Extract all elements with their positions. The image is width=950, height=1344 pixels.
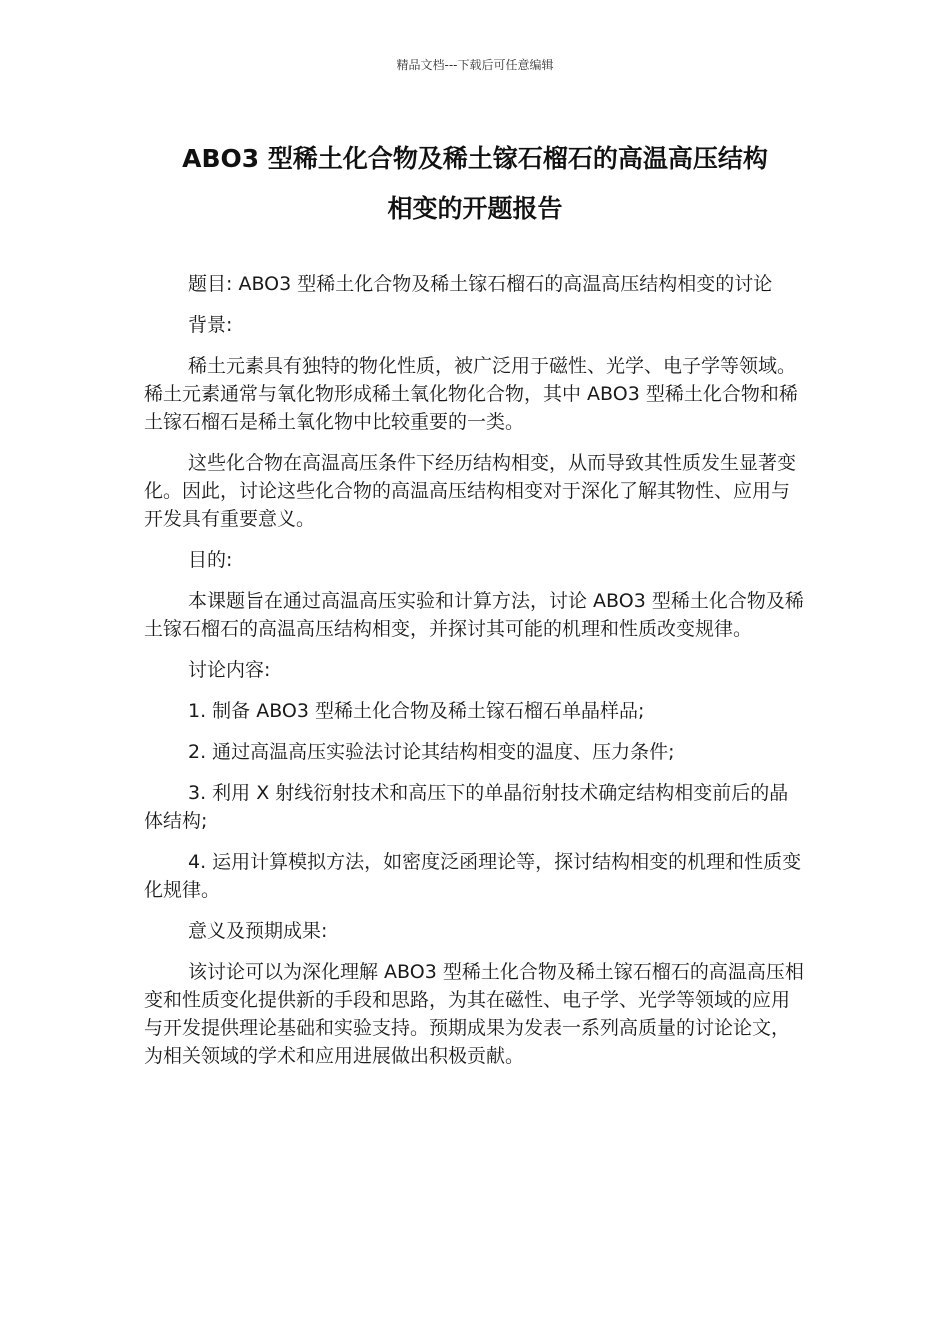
significance-paragraph: 该讨论可以为深化理解 ABO3 型稀土化合物及稀土镓石榴石的高温高压相变和性质变化提供新的手段和思路，为其在磁性、电子学、光学等领域的应用与开发提供理论基础和实验支持。预期成果为发表一系列高质量的讨论论文，为相关领域的学术和应用进展做出积极贡献。	[144, 961, 804, 1067]
document-title-line-1: ABO3 型稀土化合物及稀土镓石榴石的高温高压结构	[182, 144, 768, 173]
significance-heading: 意义及预期成果:	[188, 920, 328, 942]
content-item-2: 2. 通过高温高压实验法讨论其结构相变的温度、压力条件;	[188, 741, 675, 763]
page-header-watermark: 精品文档---下载后可任意编辑	[396, 58, 554, 72]
document-body	[144, 270, 804, 1083]
document-title-line-2: 相变的开题报告	[387, 194, 563, 223]
topic-paragraph: 题目: ABO3 型稀土化合物及稀土镓石榴石的高温高压结构相变的讨论	[188, 273, 773, 295]
background-heading: 背景:	[188, 314, 233, 336]
objective-paragraph: 本课题旨在通过高温高压实验和计算方法，讨论 ABO3 型稀土化合物及稀土镓石榴石的高温高压结构相变，并探讨其可能的机理和性质改变规律。	[144, 590, 804, 640]
background-paragraph-2: 这些化合物在高温高压条件下经历结构相变，从而导致其性质发生显著变化。因此，讨论这些化合物的高温高压结构相变对于深化了解其物性、应用与开发具有重要意义。	[144, 452, 797, 530]
content-item-1: 1. 制备 ABO3 型稀土化合物及稀土镓石榴石单晶样品;	[188, 700, 645, 722]
document-title	[130, 134, 820, 234]
background-paragraph-1: 稀土元素具有独特的物化性质，被广泛用于磁性、光学、电子学等领域。稀土元素通常与氧化物形成稀土氧化物化合物，其中 ABO3 型稀土化合物和稀土镓石榴石是稀土氧化物中比较重要的一类。	[144, 355, 798, 433]
content-item-4: 4. 运用计算模拟方法，如密度泛函理论等，探讨结构相变的机理和性质变化规律。	[144, 851, 802, 901]
objective-heading: 目的:	[188, 549, 233, 571]
content-item-3: 3. 利用 X 射线衍射技术和高压下的单晶衍射技术确定结构相变前后的晶体结构;	[144, 782, 789, 832]
content-heading: 讨论内容:	[188, 659, 271, 681]
